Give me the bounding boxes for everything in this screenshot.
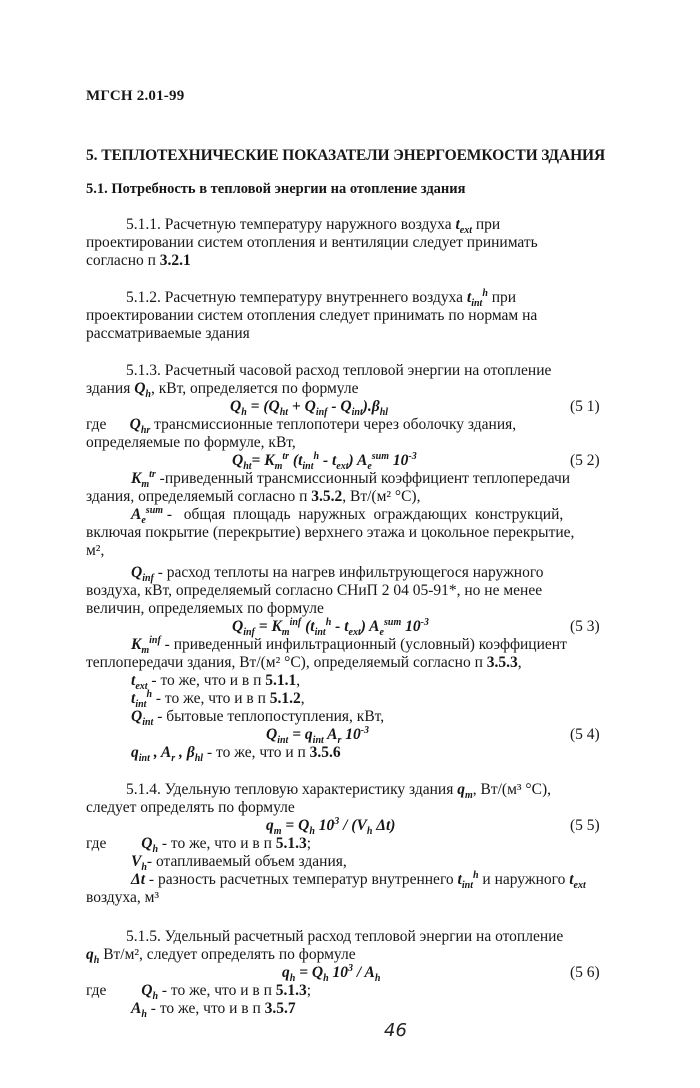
paragraph-5-1-2-line-1: 5.1.2. Расчетную температуру внутреннего воздуха $t_{int}^h$ при [126, 287, 517, 310]
paragraph-5-1-1-line-2: проектировании систем отопления и вентиляции следует принимать [86, 234, 538, 251]
formula-5-3: $Q_{inf} = K_m^{inf}$ $(t_{int}^h - t_{ext})$ $A_e^{sum}$ $10^{-3}$ [232, 616, 429, 639]
formula-5-2: $Q_{ht}= K_m^{tr}$ $(t_{int}^h - t_{ext})$ $A_e^{sum}$ $10^{-3}$ [232, 450, 417, 473]
paragraph-5-1-2-line-2: проектировании систем отопления следует принимать по нормам на [86, 307, 538, 324]
paragraph-5-1-1-line-1: 5.1.1. Расчетную температуру наружного воздуха $t_{ext}$ при [126, 216, 501, 237]
qinf-definition-line-2: воздуха, кВт, определяемый согласно СНиП 2 04 05-91*, но не менее [86, 582, 543, 599]
paragraph-5-1-4-line-1: 5.1.4. Удельную тепловую характеристику здания $q_m$, Вт/(м³ °С), [126, 781, 551, 802]
formula-5-5: $q_m = Q_h$ $10^3 / (V_h$ Δt) [266, 815, 396, 838]
tint-definition: $t_{int}^h$ - то же, что и в п 5.1.2, [131, 688, 305, 711]
ae-definition-line-3: м², [86, 542, 105, 559]
paragraph-5-1-1-line-3: согласно п 3.2.1 [86, 252, 191, 269]
paragraph-5-1-3-line-2: здания $Q_h$, кВт, определяется по формуле [86, 380, 359, 401]
section-title: 5. ТЕПЛОТЕХНИЧЕСКИЕ ПОКАЗАТЕЛИ ЭНЕРГОЕМКОСТИ ЗДАНИЯ [86, 147, 606, 164]
ae-definition-line-2: включая покрытие (перекрытие) верхнего этажа и цокольное перекрытие, [86, 524, 575, 541]
ah-definition: $A_h$ - то же, что и в п 3.5.7 [131, 1000, 296, 1021]
qint-definition: $Q_{int}$ - бытовые теплопоступления, кВт, [131, 708, 385, 729]
formula-number-5-5: (5 5) [570, 817, 600, 834]
formula-number-5-2: (5 2) [570, 452, 600, 469]
ae-definition-line-1: $A_e^{sum}$ - общая площадь наружных ограждающих конструкций, [131, 504, 564, 527]
formula-5-6: $q_h = Q_h$ $10^3 / A_h$ [282, 962, 381, 985]
formula-5-4: $Q_{int} = q_{int}$ $A_r$ $10^{-3}$ [266, 724, 370, 747]
formula-5-1: $Q_h = (Q_{ht} + Q_{inf} - Q_{int}).\beta_{hl}$ [230, 398, 389, 419]
qhr-definition-line-2: определяемые по формуле, кВт, [86, 434, 296, 451]
page-number: 46 [384, 1020, 407, 1041]
qhr-definition-line-1: где $Q_{hr}$ трансмиссионные теплопотери через оболочку здания, [86, 416, 517, 437]
kmtr-definition-line-1: $K_m^{tr}$ -приведенный трансмиссионный коэффициент теплопередачи [131, 468, 571, 491]
paragraph-5-1-2-line-3: рассматриваемые здания [86, 325, 250, 342]
kmtr-definition-line-2: здания, определяемый согласно п 3.5.2, Вт/(м² °С), [86, 488, 421, 505]
vh-definition: $V_h-$ отапливаемый объем здания, [131, 853, 347, 874]
paragraph-5-1-4-line-2: следует определять по формуле [86, 799, 295, 816]
kminf-definition-line-1: $K_m^{inf}$ - приведенный инфильтрационный (условный) коэффициент [131, 634, 567, 657]
qinf-definition-line-1: $Q_{inf}$ - расход теплоты на нагрев инфильтрующегося наружного [131, 564, 544, 585]
subsection-title: 5.1. Потребность в тепловой энергии на отопление здания [86, 181, 466, 197]
formula-number-5-6: (5 6) [570, 964, 600, 981]
qinf-definition-line-3: величин, определяемых по формуле [86, 600, 324, 617]
delta-t-definition-line-1: Δt - разность расчетных температур внутреннего $t_{int}^h$ и наружного $t_{ext}$ [131, 869, 586, 892]
paragraph-5-1-5-line-2: $q_h$ Вт/м², следует определять по формуле [86, 946, 356, 967]
qh-definition-5-1-5: где $Q_h$ - то же, что и в п 5.1.3; [86, 982, 312, 1003]
paragraph-5-1-5-line-1: 5.1.5. Удельный расчетный расход тепловой энергии на отопление [126, 928, 564, 945]
formula-number-5-1: (5 1) [570, 398, 600, 415]
qh-definition-5-1-4: где $Q_h$ - то же, что и в п 5.1.3; [86, 835, 312, 856]
delta-t-definition-line-2: воздуха, м³ [86, 889, 160, 906]
formula-number-5-4: (5 4) [570, 726, 600, 743]
formula-number-5-3: (5 3) [570, 618, 600, 635]
paragraph-5-1-3-line-1: 5.1.3. Расчетный часовой расход тепловой энергии на отопление [126, 362, 552, 379]
document-code-header: МГСН 2.01-99 [86, 88, 185, 104]
qint-ar-beta-definition: $q_{int}$ , $A_r$ , $\beta_{hl}$ - то же, что и п 3.5.6 [131, 744, 341, 765]
text-definition: $t_{ext}$ - то же, что и в п 5.1.1, [131, 672, 301, 693]
kminf-definition-line-2: теплопередачи здания, Вт/(м² °С), определяемый согласно п 3.5.3, [86, 654, 522, 671]
